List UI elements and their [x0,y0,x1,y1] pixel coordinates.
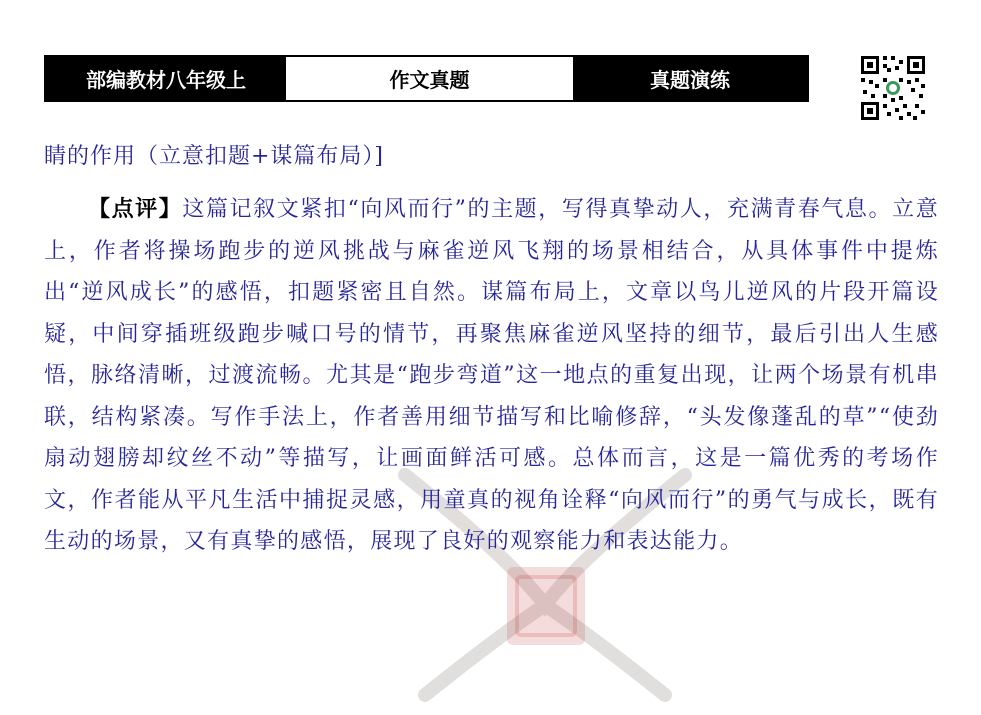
review-paragraph [44,189,939,563]
review-text: 这篇记叙文紧扣“向风而行”的主题，写得真挚动人，充满青春气息。立意上，作者将操场跑步的逆风挑战与麻雀逆风飞翔的场景相结合，从具体事件中提炼出“逆风成长”的感悟，扣题紧密且自然。谋篇布局上，文章以鸟儿逆风的片段开篇设疑，中间穿插班级跑步喊口号的情节，再聚焦麻雀逆风坚持的细节，最后引出人生感悟，脉络清晰，过渡流畅。尤其是“跑步弯道”这一地点的重复出现，让两个场景有机串联，结构紧凑。写作手法上，作者善用细节描写和比喻修辞，“头发像蓬乱的草”“使劲扇动翅膀却纹丝不动”等描写，让画面鲜活可感。总体而言，这是一篇优秀的考场作文，作者能从平凡生活中捕捉灵感，用童真的视角诠释“向风而行”的勇气与成长，既有生动的场景，又有真挚的感悟，展现了良好的观察能力和表达能力。 [44,197,939,554]
review-label: 【点评】 [88,197,183,222]
practice-label: 真题演练 [573,57,807,100]
header-bar [44,55,809,102]
textbook-label: 部编教材八年级上 [46,57,286,100]
section-title: 作文真题 [286,57,573,100]
criteria-line: 睛的作用（立意扣题+谋篇布局）] [44,144,385,169]
qr-code-icon [858,53,928,123]
article-content [44,140,939,563]
